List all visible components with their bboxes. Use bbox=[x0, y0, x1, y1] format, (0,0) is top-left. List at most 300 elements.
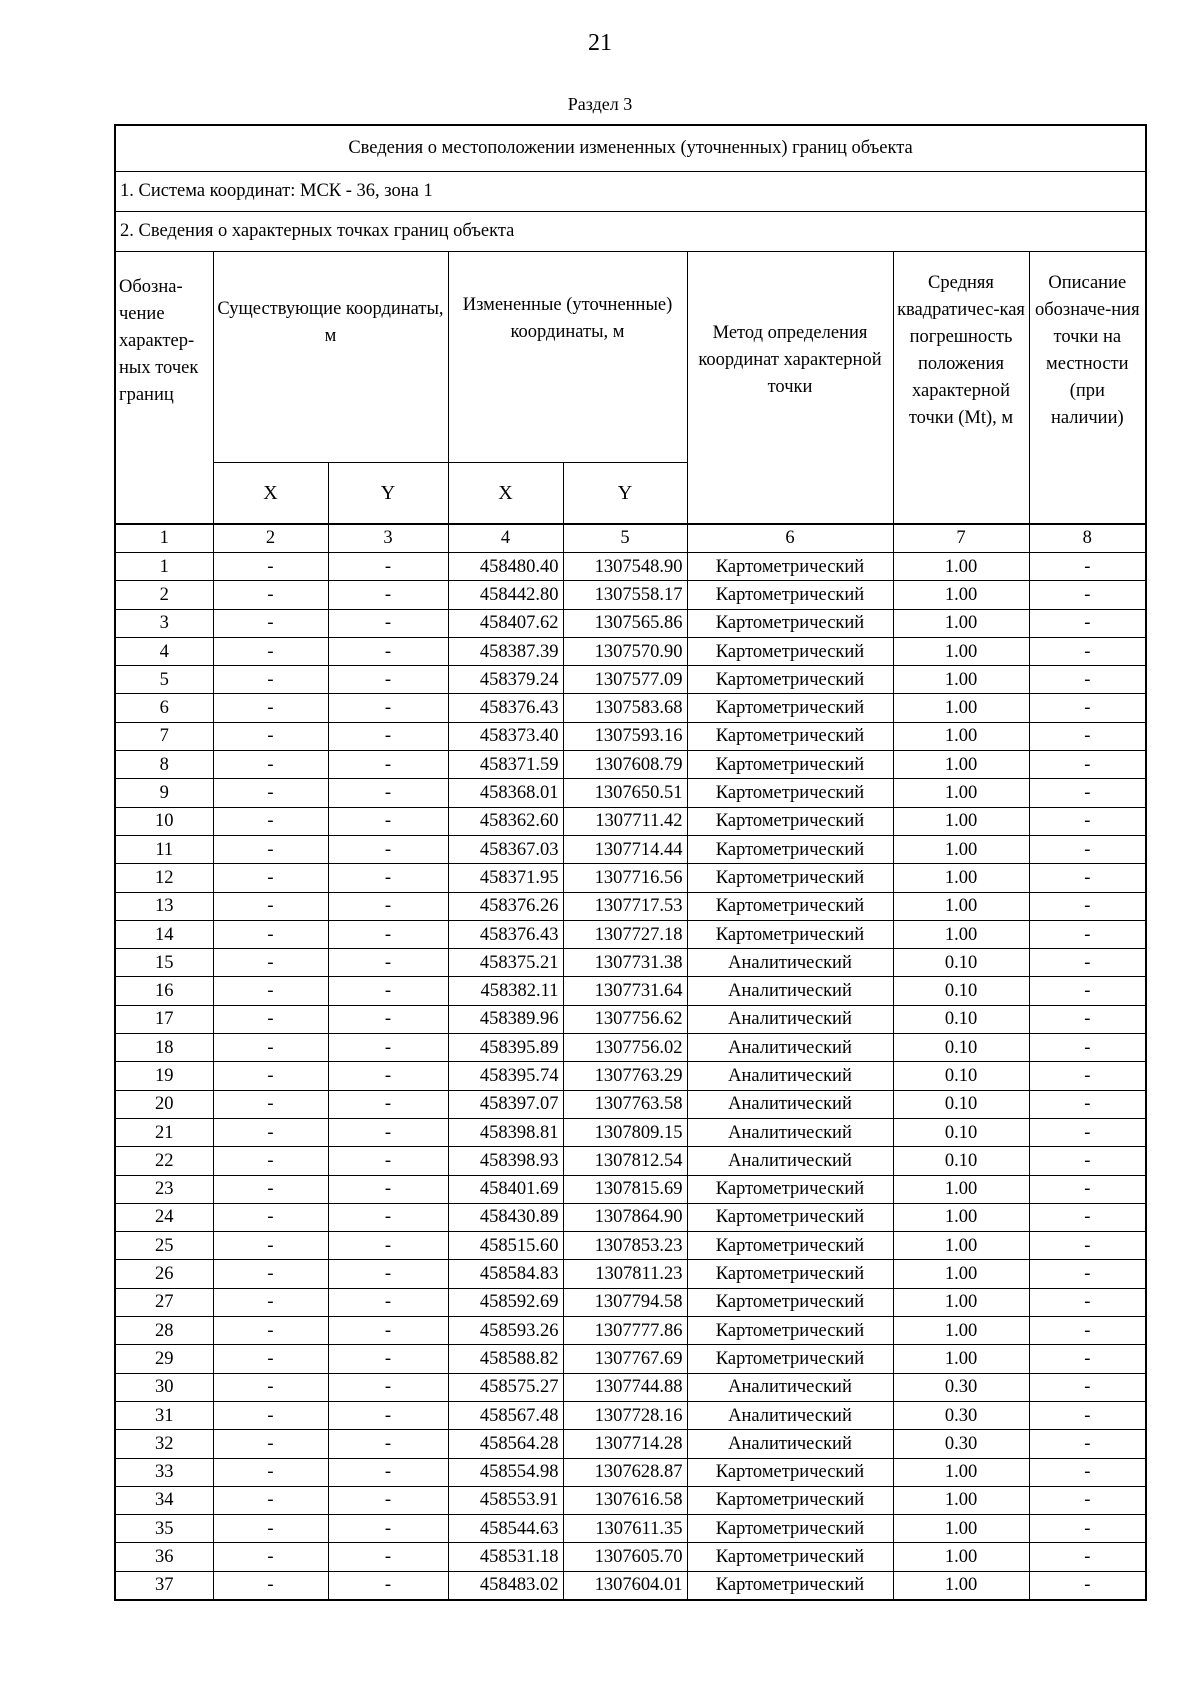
mean-error-cell: 1.00 bbox=[893, 892, 1029, 920]
point-id-cell: 16 bbox=[115, 977, 213, 1005]
point-id-cell: 33 bbox=[115, 1458, 213, 1486]
existing-x-cell: - bbox=[213, 694, 328, 722]
existing-y-cell: - bbox=[328, 1147, 448, 1175]
mean-error-cell: 1.00 bbox=[893, 1175, 1029, 1203]
description-cell: - bbox=[1029, 1260, 1146, 1288]
description-cell: - bbox=[1029, 1401, 1146, 1429]
existing-y-cell: - bbox=[328, 1034, 448, 1062]
existing-y-cell: - bbox=[328, 1458, 448, 1486]
point-id-cell: 1 bbox=[115, 553, 213, 581]
existing-x-cell: - bbox=[213, 553, 328, 581]
changed-x-cell: 458389.96 bbox=[448, 1005, 563, 1033]
changed-x-cell: 458401.69 bbox=[448, 1175, 563, 1203]
description-cell: - bbox=[1029, 864, 1146, 892]
point-id-cell: 15 bbox=[115, 949, 213, 977]
section-label: Раздел 3 bbox=[567, 94, 633, 114]
changed-y-cell: 1307717.53 bbox=[563, 892, 687, 920]
changed-y-cell: 1307731.38 bbox=[563, 949, 687, 977]
table-row bbox=[115, 835, 1146, 863]
description-cell: - bbox=[1029, 637, 1146, 665]
existing-x-cell: - bbox=[213, 1317, 328, 1345]
method-cell: Картометрический bbox=[687, 609, 893, 637]
mean-error-cell: 1.00 bbox=[893, 637, 1029, 665]
points-heading: 2. Сведения о характерных точках границ объекта bbox=[115, 212, 1146, 252]
method-cell: Картометрический bbox=[687, 1203, 893, 1231]
description-cell: - bbox=[1029, 1373, 1146, 1401]
method-cell: Аналитический bbox=[687, 949, 893, 977]
changed-y-cell: 1307577.09 bbox=[563, 666, 687, 694]
table-row bbox=[115, 1005, 1146, 1033]
changed-x-cell: 458376.43 bbox=[448, 694, 563, 722]
existing-y-cell: - bbox=[328, 1430, 448, 1458]
method-cell: Картометрический bbox=[687, 835, 893, 863]
mean-error-cell: 0.30 bbox=[893, 1430, 1029, 1458]
method-cell: Картометрический bbox=[687, 864, 893, 892]
method-cell: Картометрический bbox=[687, 779, 893, 807]
description-cell: - bbox=[1029, 1288, 1146, 1316]
mean-error-cell: 0.10 bbox=[893, 949, 1029, 977]
mean-error-cell: 1.00 bbox=[893, 835, 1029, 863]
description-cell: - bbox=[1029, 722, 1146, 750]
column-number: 2 bbox=[213, 524, 328, 553]
description-cell: - bbox=[1029, 949, 1146, 977]
mean-error-cell: 1.00 bbox=[893, 1260, 1029, 1288]
existing-x-cell: - bbox=[213, 779, 328, 807]
existing-x-cell: - bbox=[213, 807, 328, 835]
point-id-cell: 18 bbox=[115, 1034, 213, 1062]
table-row bbox=[115, 1401, 1146, 1429]
column-number: 7 bbox=[893, 524, 1029, 553]
description-cell: - bbox=[1029, 1458, 1146, 1486]
table-row bbox=[115, 751, 1146, 779]
changed-x-cell: 458553.91 bbox=[448, 1486, 563, 1514]
mean-error-cell: 1.00 bbox=[893, 1486, 1029, 1514]
description-cell: - bbox=[1029, 1062, 1146, 1090]
existing-y-cell: - bbox=[328, 835, 448, 863]
method-cell: Аналитический bbox=[687, 1118, 893, 1146]
table-row bbox=[115, 977, 1146, 1005]
changed-y-cell: 1307777.86 bbox=[563, 1317, 687, 1345]
table-row bbox=[115, 581, 1146, 609]
header-changed-y: Y bbox=[563, 463, 687, 525]
changed-x-cell: 458371.95 bbox=[448, 864, 563, 892]
table-row bbox=[115, 779, 1146, 807]
changed-x-cell: 458592.69 bbox=[448, 1288, 563, 1316]
description-cell: - bbox=[1029, 1317, 1146, 1345]
method-cell: Картометрический bbox=[687, 1345, 893, 1373]
method-cell: Картометрический bbox=[687, 807, 893, 835]
point-id-cell: 22 bbox=[115, 1147, 213, 1175]
description-cell: - bbox=[1029, 779, 1146, 807]
existing-x-cell: - bbox=[213, 1175, 328, 1203]
mean-error-cell: 0.30 bbox=[893, 1373, 1029, 1401]
description-cell: - bbox=[1029, 609, 1146, 637]
header-method: Метод определения координат характерной точки bbox=[687, 252, 893, 525]
point-id-cell: 30 bbox=[115, 1373, 213, 1401]
existing-y-cell: - bbox=[328, 1062, 448, 1090]
table-row bbox=[115, 864, 1146, 892]
changed-x-cell: 458554.98 bbox=[448, 1458, 563, 1486]
point-id-cell: 20 bbox=[115, 1090, 213, 1118]
description-cell: - bbox=[1029, 835, 1146, 863]
point-id-cell: 29 bbox=[115, 1345, 213, 1373]
existing-y-cell: - bbox=[328, 1118, 448, 1146]
description-cell: - bbox=[1029, 892, 1146, 920]
method-cell: Аналитический bbox=[687, 1430, 893, 1458]
existing-y-cell: - bbox=[328, 666, 448, 694]
existing-y-cell: - bbox=[328, 694, 448, 722]
description-cell: - bbox=[1029, 1543, 1146, 1571]
table-row bbox=[115, 1430, 1146, 1458]
changed-y-cell: 1307593.16 bbox=[563, 722, 687, 750]
method-cell: Картометрический bbox=[687, 1260, 893, 1288]
existing-y-cell: - bbox=[328, 1345, 448, 1373]
table-row bbox=[115, 1373, 1146, 1401]
changed-y-cell: 1307714.28 bbox=[563, 1430, 687, 1458]
table-row bbox=[115, 637, 1146, 665]
method-cell: Картометрический bbox=[687, 1486, 893, 1514]
method-cell: Аналитический bbox=[687, 1090, 893, 1118]
mean-error-cell: 1.00 bbox=[893, 1203, 1029, 1231]
existing-y-cell: - bbox=[328, 1401, 448, 1429]
existing-x-cell: - bbox=[213, 1543, 328, 1571]
changed-y-cell: 1307650.51 bbox=[563, 779, 687, 807]
method-cell: Картометрический bbox=[687, 892, 893, 920]
method-cell: Картометрический bbox=[687, 1515, 893, 1543]
changed-y-cell: 1307558.17 bbox=[563, 581, 687, 609]
table-row bbox=[115, 1090, 1146, 1118]
changed-x-cell: 458398.93 bbox=[448, 1147, 563, 1175]
changed-x-cell: 458442.80 bbox=[448, 581, 563, 609]
point-id-cell: 14 bbox=[115, 920, 213, 948]
table-row bbox=[115, 1175, 1146, 1203]
table-row bbox=[115, 694, 1146, 722]
existing-x-cell: - bbox=[213, 1571, 328, 1600]
table-row bbox=[115, 1458, 1146, 1486]
table-row bbox=[115, 1317, 1146, 1345]
changed-x-cell: 458567.48 bbox=[448, 1401, 563, 1429]
existing-y-cell: - bbox=[328, 977, 448, 1005]
mean-error-cell: 1.00 bbox=[893, 694, 1029, 722]
changed-y-cell: 1307548.90 bbox=[563, 553, 687, 581]
changed-y-cell: 1307809.15 bbox=[563, 1118, 687, 1146]
changed-x-cell: 458387.39 bbox=[448, 637, 563, 665]
changed-y-cell: 1307608.79 bbox=[563, 751, 687, 779]
table-row bbox=[115, 722, 1146, 750]
existing-y-cell: - bbox=[328, 581, 448, 609]
existing-y-cell: - bbox=[328, 949, 448, 977]
point-id-cell: 17 bbox=[115, 1005, 213, 1033]
table-row bbox=[115, 1515, 1146, 1543]
mean-error-cell: 1.00 bbox=[893, 1543, 1029, 1571]
point-id-cell: 37 bbox=[115, 1571, 213, 1600]
coordinate-system: 1. Система координат: МСК - 36, зона 1 bbox=[115, 172, 1146, 212]
changed-x-cell: 458376.26 bbox=[448, 892, 563, 920]
table-row bbox=[115, 1203, 1146, 1231]
table-row bbox=[115, 892, 1146, 920]
method-cell: Картометрический bbox=[687, 1175, 893, 1203]
mean-error-cell: 1.00 bbox=[893, 920, 1029, 948]
method-cell: Картометрический bbox=[687, 553, 893, 581]
description-cell: - bbox=[1029, 666, 1146, 694]
mean-error-cell: 1.00 bbox=[893, 864, 1029, 892]
description-cell: - bbox=[1029, 1486, 1146, 1514]
point-id-cell: 12 bbox=[115, 864, 213, 892]
description-cell: - bbox=[1029, 1175, 1146, 1203]
changed-y-cell: 1307570.90 bbox=[563, 637, 687, 665]
existing-x-cell: - bbox=[213, 1118, 328, 1146]
point-id-cell: 11 bbox=[115, 835, 213, 863]
method-cell: Картометрический bbox=[687, 1543, 893, 1571]
changed-x-cell: 458395.74 bbox=[448, 1062, 563, 1090]
description-cell: - bbox=[1029, 1118, 1146, 1146]
table-row bbox=[115, 1571, 1146, 1600]
column-number: 4 bbox=[448, 524, 563, 553]
existing-x-cell: - bbox=[213, 835, 328, 863]
changed-y-cell: 1307767.69 bbox=[563, 1345, 687, 1373]
changed-x-cell: 458379.24 bbox=[448, 666, 563, 694]
existing-x-cell: - bbox=[213, 864, 328, 892]
table-title: Сведения о местоположении измененных (уточненных) границ объекта bbox=[115, 125, 1146, 172]
mean-error-cell: 1.00 bbox=[893, 751, 1029, 779]
mean-error-cell: 0.10 bbox=[893, 1090, 1029, 1118]
existing-x-cell: - bbox=[213, 1260, 328, 1288]
existing-y-cell: - bbox=[328, 722, 448, 750]
method-cell: Картометрический bbox=[687, 751, 893, 779]
method-cell: Картометрический bbox=[687, 694, 893, 722]
boundary-points-table bbox=[114, 124, 1147, 1601]
table-row bbox=[115, 807, 1146, 835]
description-cell: - bbox=[1029, 1571, 1146, 1600]
changed-x-cell: 458376.43 bbox=[448, 920, 563, 948]
header-changed-coords: Измененные (уточненные) координаты, м bbox=[448, 252, 687, 463]
changed-y-cell: 1307756.62 bbox=[563, 1005, 687, 1033]
table-row bbox=[115, 1543, 1146, 1571]
existing-y-cell: - bbox=[328, 1571, 448, 1600]
changed-x-cell: 458575.27 bbox=[448, 1373, 563, 1401]
existing-x-cell: - bbox=[213, 1232, 328, 1260]
point-id-cell: 13 bbox=[115, 892, 213, 920]
existing-y-cell: - bbox=[328, 609, 448, 637]
column-number: 6 bbox=[687, 524, 893, 553]
existing-y-cell: - bbox=[328, 1005, 448, 1033]
changed-x-cell: 458544.63 bbox=[448, 1515, 563, 1543]
table-row bbox=[115, 1260, 1146, 1288]
changed-y-cell: 1307811.23 bbox=[563, 1260, 687, 1288]
method-cell: Картометрический bbox=[687, 1571, 893, 1600]
changed-y-cell: 1307583.68 bbox=[563, 694, 687, 722]
point-id-cell: 4 bbox=[115, 637, 213, 665]
method-cell: Картометрический bbox=[687, 920, 893, 948]
mean-error-cell: 1.00 bbox=[893, 722, 1029, 750]
existing-y-cell: - bbox=[328, 1486, 448, 1514]
existing-y-cell: - bbox=[328, 751, 448, 779]
changed-x-cell: 458564.28 bbox=[448, 1430, 563, 1458]
mean-error-cell: 1.00 bbox=[893, 666, 1029, 694]
mean-error-cell: 0.10 bbox=[893, 1034, 1029, 1062]
method-cell: Картометрический bbox=[687, 581, 893, 609]
point-id-cell: 7 bbox=[115, 722, 213, 750]
table-row bbox=[115, 609, 1146, 637]
description-cell: - bbox=[1029, 1005, 1146, 1033]
existing-x-cell: - bbox=[213, 1430, 328, 1458]
point-id-cell: 32 bbox=[115, 1430, 213, 1458]
method-cell: Картометрический bbox=[687, 666, 893, 694]
existing-y-cell: - bbox=[328, 1543, 448, 1571]
existing-y-cell: - bbox=[328, 1090, 448, 1118]
method-cell: Аналитический bbox=[687, 977, 893, 1005]
description-cell: - bbox=[1029, 1147, 1146, 1175]
column-number: 8 bbox=[1029, 524, 1146, 553]
changed-x-cell: 458531.18 bbox=[448, 1543, 563, 1571]
existing-y-cell: - bbox=[328, 1317, 448, 1345]
table-row bbox=[115, 666, 1146, 694]
changed-y-cell: 1307864.90 bbox=[563, 1203, 687, 1231]
description-cell: - bbox=[1029, 1090, 1146, 1118]
existing-x-cell: - bbox=[213, 977, 328, 1005]
changed-y-cell: 1307616.58 bbox=[563, 1486, 687, 1514]
table-row bbox=[115, 1147, 1146, 1175]
changed-x-cell: 458480.40 bbox=[448, 553, 563, 581]
existing-x-cell: - bbox=[213, 581, 328, 609]
existing-x-cell: - bbox=[213, 722, 328, 750]
description-cell: - bbox=[1029, 751, 1146, 779]
point-id-cell: 3 bbox=[115, 609, 213, 637]
mean-error-cell: 0.10 bbox=[893, 1118, 1029, 1146]
changed-x-cell: 458367.03 bbox=[448, 835, 563, 863]
point-id-cell: 6 bbox=[115, 694, 213, 722]
changed-x-cell: 458588.82 bbox=[448, 1345, 563, 1373]
existing-x-cell: - bbox=[213, 1005, 328, 1033]
existing-y-cell: - bbox=[328, 1203, 448, 1231]
point-id-cell: 2 bbox=[115, 581, 213, 609]
changed-y-cell: 1307731.64 bbox=[563, 977, 687, 1005]
changed-x-cell: 458593.26 bbox=[448, 1317, 563, 1345]
existing-x-cell: - bbox=[213, 1373, 328, 1401]
existing-y-cell: - bbox=[328, 553, 448, 581]
mean-error-cell: 1.00 bbox=[893, 779, 1029, 807]
existing-y-cell: - bbox=[328, 637, 448, 665]
changed-y-cell: 1307605.70 bbox=[563, 1543, 687, 1571]
existing-x-cell: - bbox=[213, 1515, 328, 1543]
existing-y-cell: - bbox=[328, 1232, 448, 1260]
changed-y-cell: 1307744.88 bbox=[563, 1373, 687, 1401]
mean-error-cell: 1.00 bbox=[893, 553, 1029, 581]
mean-error-cell: 0.10 bbox=[893, 1062, 1029, 1090]
method-cell: Картометрический bbox=[687, 1317, 893, 1345]
description-cell: - bbox=[1029, 581, 1146, 609]
method-cell: Картометрический bbox=[687, 722, 893, 750]
changed-x-cell: 458395.89 bbox=[448, 1034, 563, 1062]
table-row bbox=[115, 1288, 1146, 1316]
method-cell: Картометрический bbox=[687, 1288, 893, 1316]
point-id-cell: 28 bbox=[115, 1317, 213, 1345]
table-row bbox=[115, 1062, 1146, 1090]
column-number: 3 bbox=[328, 524, 448, 553]
header-mean-error: Средняя квадратичес-кая погрешность положения характерной точки (Mt), м bbox=[893, 252, 1029, 525]
existing-y-cell: - bbox=[328, 892, 448, 920]
mean-error-cell: 1.00 bbox=[893, 1458, 1029, 1486]
changed-x-cell: 458382.11 bbox=[448, 977, 563, 1005]
table-row bbox=[115, 949, 1146, 977]
changed-y-cell: 1307728.16 bbox=[563, 1401, 687, 1429]
changed-y-cell: 1307794.58 bbox=[563, 1288, 687, 1316]
changed-y-cell: 1307763.29 bbox=[563, 1062, 687, 1090]
method-cell: Аналитический bbox=[687, 1005, 893, 1033]
point-id-cell: 19 bbox=[115, 1062, 213, 1090]
mean-error-cell: 1.00 bbox=[893, 1317, 1029, 1345]
table-row bbox=[115, 1486, 1146, 1514]
changed-x-cell: 458483.02 bbox=[448, 1571, 563, 1600]
changed-x-cell: 458375.21 bbox=[448, 949, 563, 977]
changed-y-cell: 1307716.56 bbox=[563, 864, 687, 892]
point-id-cell: 8 bbox=[115, 751, 213, 779]
point-id-cell: 34 bbox=[115, 1486, 213, 1514]
point-id-cell: 10 bbox=[115, 807, 213, 835]
mean-error-cell: 1.00 bbox=[893, 1515, 1029, 1543]
changed-y-cell: 1307611.35 bbox=[563, 1515, 687, 1543]
table-row bbox=[115, 920, 1146, 948]
column-number-row bbox=[115, 524, 1146, 553]
description-cell: - bbox=[1029, 1515, 1146, 1543]
mean-error-cell: 1.00 bbox=[893, 609, 1029, 637]
description-cell: - bbox=[1029, 1232, 1146, 1260]
changed-y-cell: 1307853.23 bbox=[563, 1232, 687, 1260]
column-number: 5 bbox=[563, 524, 687, 553]
table-row bbox=[115, 1034, 1146, 1062]
method-cell: Аналитический bbox=[687, 1034, 893, 1062]
existing-x-cell: - bbox=[213, 1345, 328, 1373]
mean-error-cell: 0.30 bbox=[893, 1401, 1029, 1429]
changed-y-cell: 1307604.01 bbox=[563, 1571, 687, 1600]
point-id-cell: 5 bbox=[115, 666, 213, 694]
point-id-cell: 36 bbox=[115, 1543, 213, 1571]
method-cell: Аналитический bbox=[687, 1401, 893, 1429]
changed-x-cell: 458407.62 bbox=[448, 609, 563, 637]
existing-y-cell: - bbox=[328, 1288, 448, 1316]
method-cell: Аналитический bbox=[687, 1147, 893, 1175]
changed-x-cell: 458371.59 bbox=[448, 751, 563, 779]
existing-x-cell: - bbox=[213, 1486, 328, 1514]
existing-x-cell: - bbox=[213, 1034, 328, 1062]
point-id-cell: 25 bbox=[115, 1232, 213, 1260]
changed-x-cell: 458362.60 bbox=[448, 807, 563, 835]
point-id-cell: 21 bbox=[115, 1118, 213, 1146]
mean-error-cell: 1.00 bbox=[893, 1571, 1029, 1600]
point-id-cell: 23 bbox=[115, 1175, 213, 1203]
mean-error-cell: 1.00 bbox=[893, 581, 1029, 609]
mean-error-cell: 0.10 bbox=[893, 1005, 1029, 1033]
point-id-cell: 35 bbox=[115, 1515, 213, 1543]
changed-y-cell: 1307711.42 bbox=[563, 807, 687, 835]
method-cell: Картометрический bbox=[687, 1458, 893, 1486]
existing-x-cell: - bbox=[213, 1288, 328, 1316]
method-cell: Аналитический bbox=[687, 1062, 893, 1090]
description-cell: - bbox=[1029, 977, 1146, 1005]
header-existing-coords: Существующие координаты, м bbox=[213, 252, 448, 463]
point-id-cell: 31 bbox=[115, 1401, 213, 1429]
existing-x-cell: - bbox=[213, 751, 328, 779]
existing-x-cell: - bbox=[213, 1147, 328, 1175]
changed-y-cell: 1307565.86 bbox=[563, 609, 687, 637]
header-point-label: Обозна-чение характер-ных точек границ bbox=[115, 252, 213, 525]
column-number: 1 bbox=[115, 524, 213, 553]
table-row bbox=[115, 553, 1146, 581]
changed-y-cell: 1307812.54 bbox=[563, 1147, 687, 1175]
description-cell: - bbox=[1029, 1345, 1146, 1373]
existing-y-cell: - bbox=[328, 1175, 448, 1203]
method-cell: Аналитический bbox=[687, 1373, 893, 1401]
